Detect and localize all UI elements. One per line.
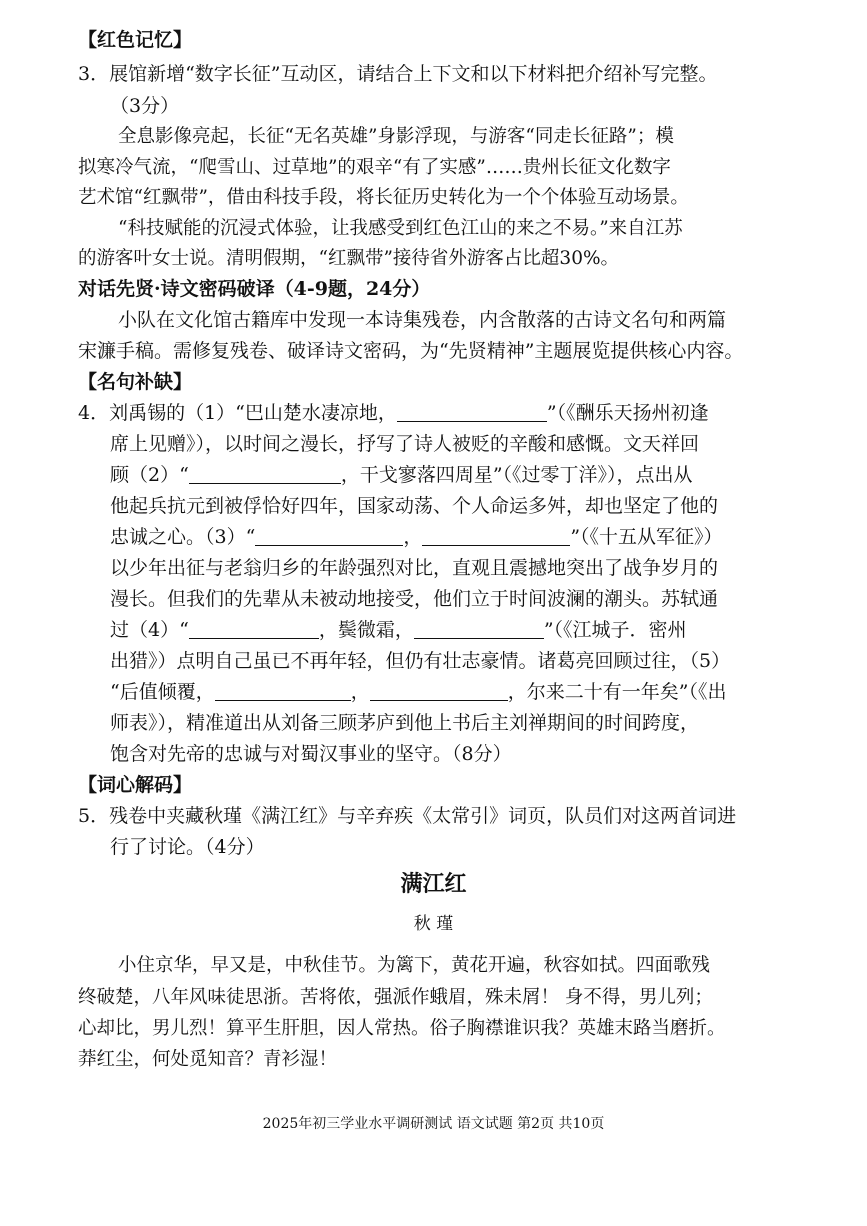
q4-text: ，	[350, 681, 370, 703]
question-4-line-8	[110, 617, 687, 643]
answer-blank-5a[interactable]	[215, 682, 351, 701]
material-line-1: 全息影像亮起，长征“无名英雄”身影浮现，与游客“同走长征路”；模	[118, 126, 674, 147]
q4-text: ”（《酬乐天扬州初逢	[546, 402, 709, 424]
question-4-line-7: 漫长。但我们的先辈从未被动地接受，他们立于时间波澜的潮头。苏轼通	[110, 588, 719, 610]
section-heading-fill: 【名句补缺】	[78, 371, 193, 393]
dialog-intro-line-1: 小队在文化馆古籍库中发现一本诗集残卷，内含散落的古诗文名句和两篇	[118, 309, 727, 331]
question-4-line-1	[78, 400, 709, 426]
answer-blank-3b[interactable]	[422, 527, 570, 546]
question-4-line-3	[110, 462, 693, 488]
q4-text: ”（《江城子．密州	[543, 619, 687, 641]
question-4-line-4: 他起兵抗元到被俘恰好四年，国家动荡、个人命运多舛，却也坚定了他的	[110, 495, 719, 517]
q4-text: ，	[403, 526, 423, 548]
section-heading-red-memory: 【红色记忆】	[78, 29, 193, 51]
q4-text: ”（《十五从军征》）	[570, 526, 723, 548]
answer-blank-4b[interactable]	[414, 620, 544, 639]
q4-text: ，鬓微霜，	[318, 619, 414, 641]
answer-blank-5b[interactable]	[370, 682, 508, 701]
material-line-3: 艺术馆“红飘带”，借由科技手段，将长征历史转化为一个个体验互动场景。	[78, 187, 689, 208]
question-4-line-5	[110, 524, 723, 550]
question-3-line-1: 3．展馆新增“数字长征”互动区，请结合上下文和以下材料把介绍补写完整。	[78, 63, 718, 85]
question-4-line-9: 出猎》）点明自己虽已不再年轻，但仍有壮志豪情。诸葛亮回顾过往，（5）	[110, 650, 731, 672]
answer-blank-1[interactable]	[397, 403, 547, 422]
q4-text: ，尔来二十有一年矣”（《出	[507, 681, 727, 703]
question-4-line-10	[110, 679, 726, 705]
dialog-intro-line-2: 宋濂手稿。需修复残卷、破译诗文密码，为“先贤精神”主题展览提供核心内容。	[78, 340, 744, 362]
q4-text: 4．刘禹锡的（1）“巴山楚水凄凉地，	[78, 402, 397, 424]
poem-title: 满江红	[400, 871, 467, 897]
poem-line-2: 终破楚，八年风味徒思浙。苦将侬，强派作蛾眉，殊未屑！ 身不得，男儿列；	[78, 987, 713, 1008]
poem-line-1: 小住京华，早又是，中秋佳节。为篱下，黄花开遍，秋容如拭。四面歌残	[118, 955, 711, 976]
q4-text: 忠诚之心。（3）“	[110, 526, 256, 548]
question-3-line-2: （3分）	[110, 95, 180, 117]
material-line-5: 的游客叶女士说。清明假期，“红飘带”接待省外游客占比超30%。	[78, 248, 620, 269]
answer-blank-2[interactable]	[189, 465, 341, 484]
section-heading-dialog: 对话先贤·诗文密码破译（4-9题，24分）	[78, 278, 431, 300]
question-4-line-6: 以少年出征与老翁归乡的年龄强烈对比，直观且震撼地突出了战争岁月的	[110, 557, 719, 579]
section-heading-ci: 【词心解码】	[78, 774, 193, 796]
q4-text: “后值倾覆，	[110, 681, 215, 703]
question-4-line-11: 师表》），精准道出从刘备三顾茅庐到他上书后主刘禅期间的时间跨度，	[110, 712, 700, 734]
poem-line-4: 莽红尘，何处觅知音？青衫湿！	[78, 1049, 338, 1070]
poem-line-3: 心却比，男儿烈！算平生肝胆，因人常热。俗子胸襟谁识我？英雄末路当磨折。	[78, 1018, 726, 1039]
material-line-2: 拟寒冷气流，“爬雪山、过草地”的艰辛“有了实感”……贵州长征文化数字	[78, 157, 671, 178]
poem-author: 秋 瑾	[413, 914, 454, 934]
q4-text: 顾（2）“	[110, 464, 189, 486]
q4-text: ，干戈寥落四周星”（《过零丁洋》），点出从	[340, 464, 693, 486]
q4-text: 过（4）“	[110, 619, 189, 641]
answer-blank-4a[interactable]	[189, 620, 319, 639]
question-5-line-1: 5．残卷中夹藏秋瑾《满江红》与辛弃疾《太常引》词页，队员们对这两首词进	[78, 805, 737, 827]
question-4-line-2: 席上见赠》），以时间之漫长，抒写了诗人被贬的辛酸和感慨。文天祥回	[110, 433, 700, 455]
material-line-4: “科技赋能的沉浸式体验，让我感受到红色江山的来之不易。”来自江苏	[118, 218, 683, 239]
question-4-line-12: 饱含对先帝的忠诚与对蜀汉事业的坚守。（8分）	[110, 743, 512, 765]
page-footer: 2025年初三学业水平调研测试 语文试题 第2页 共10页	[262, 1116, 605, 1132]
question-5-line-2: 行了讨论。（4分）	[110, 836, 265, 858]
answer-blank-3a[interactable]	[255, 527, 403, 546]
